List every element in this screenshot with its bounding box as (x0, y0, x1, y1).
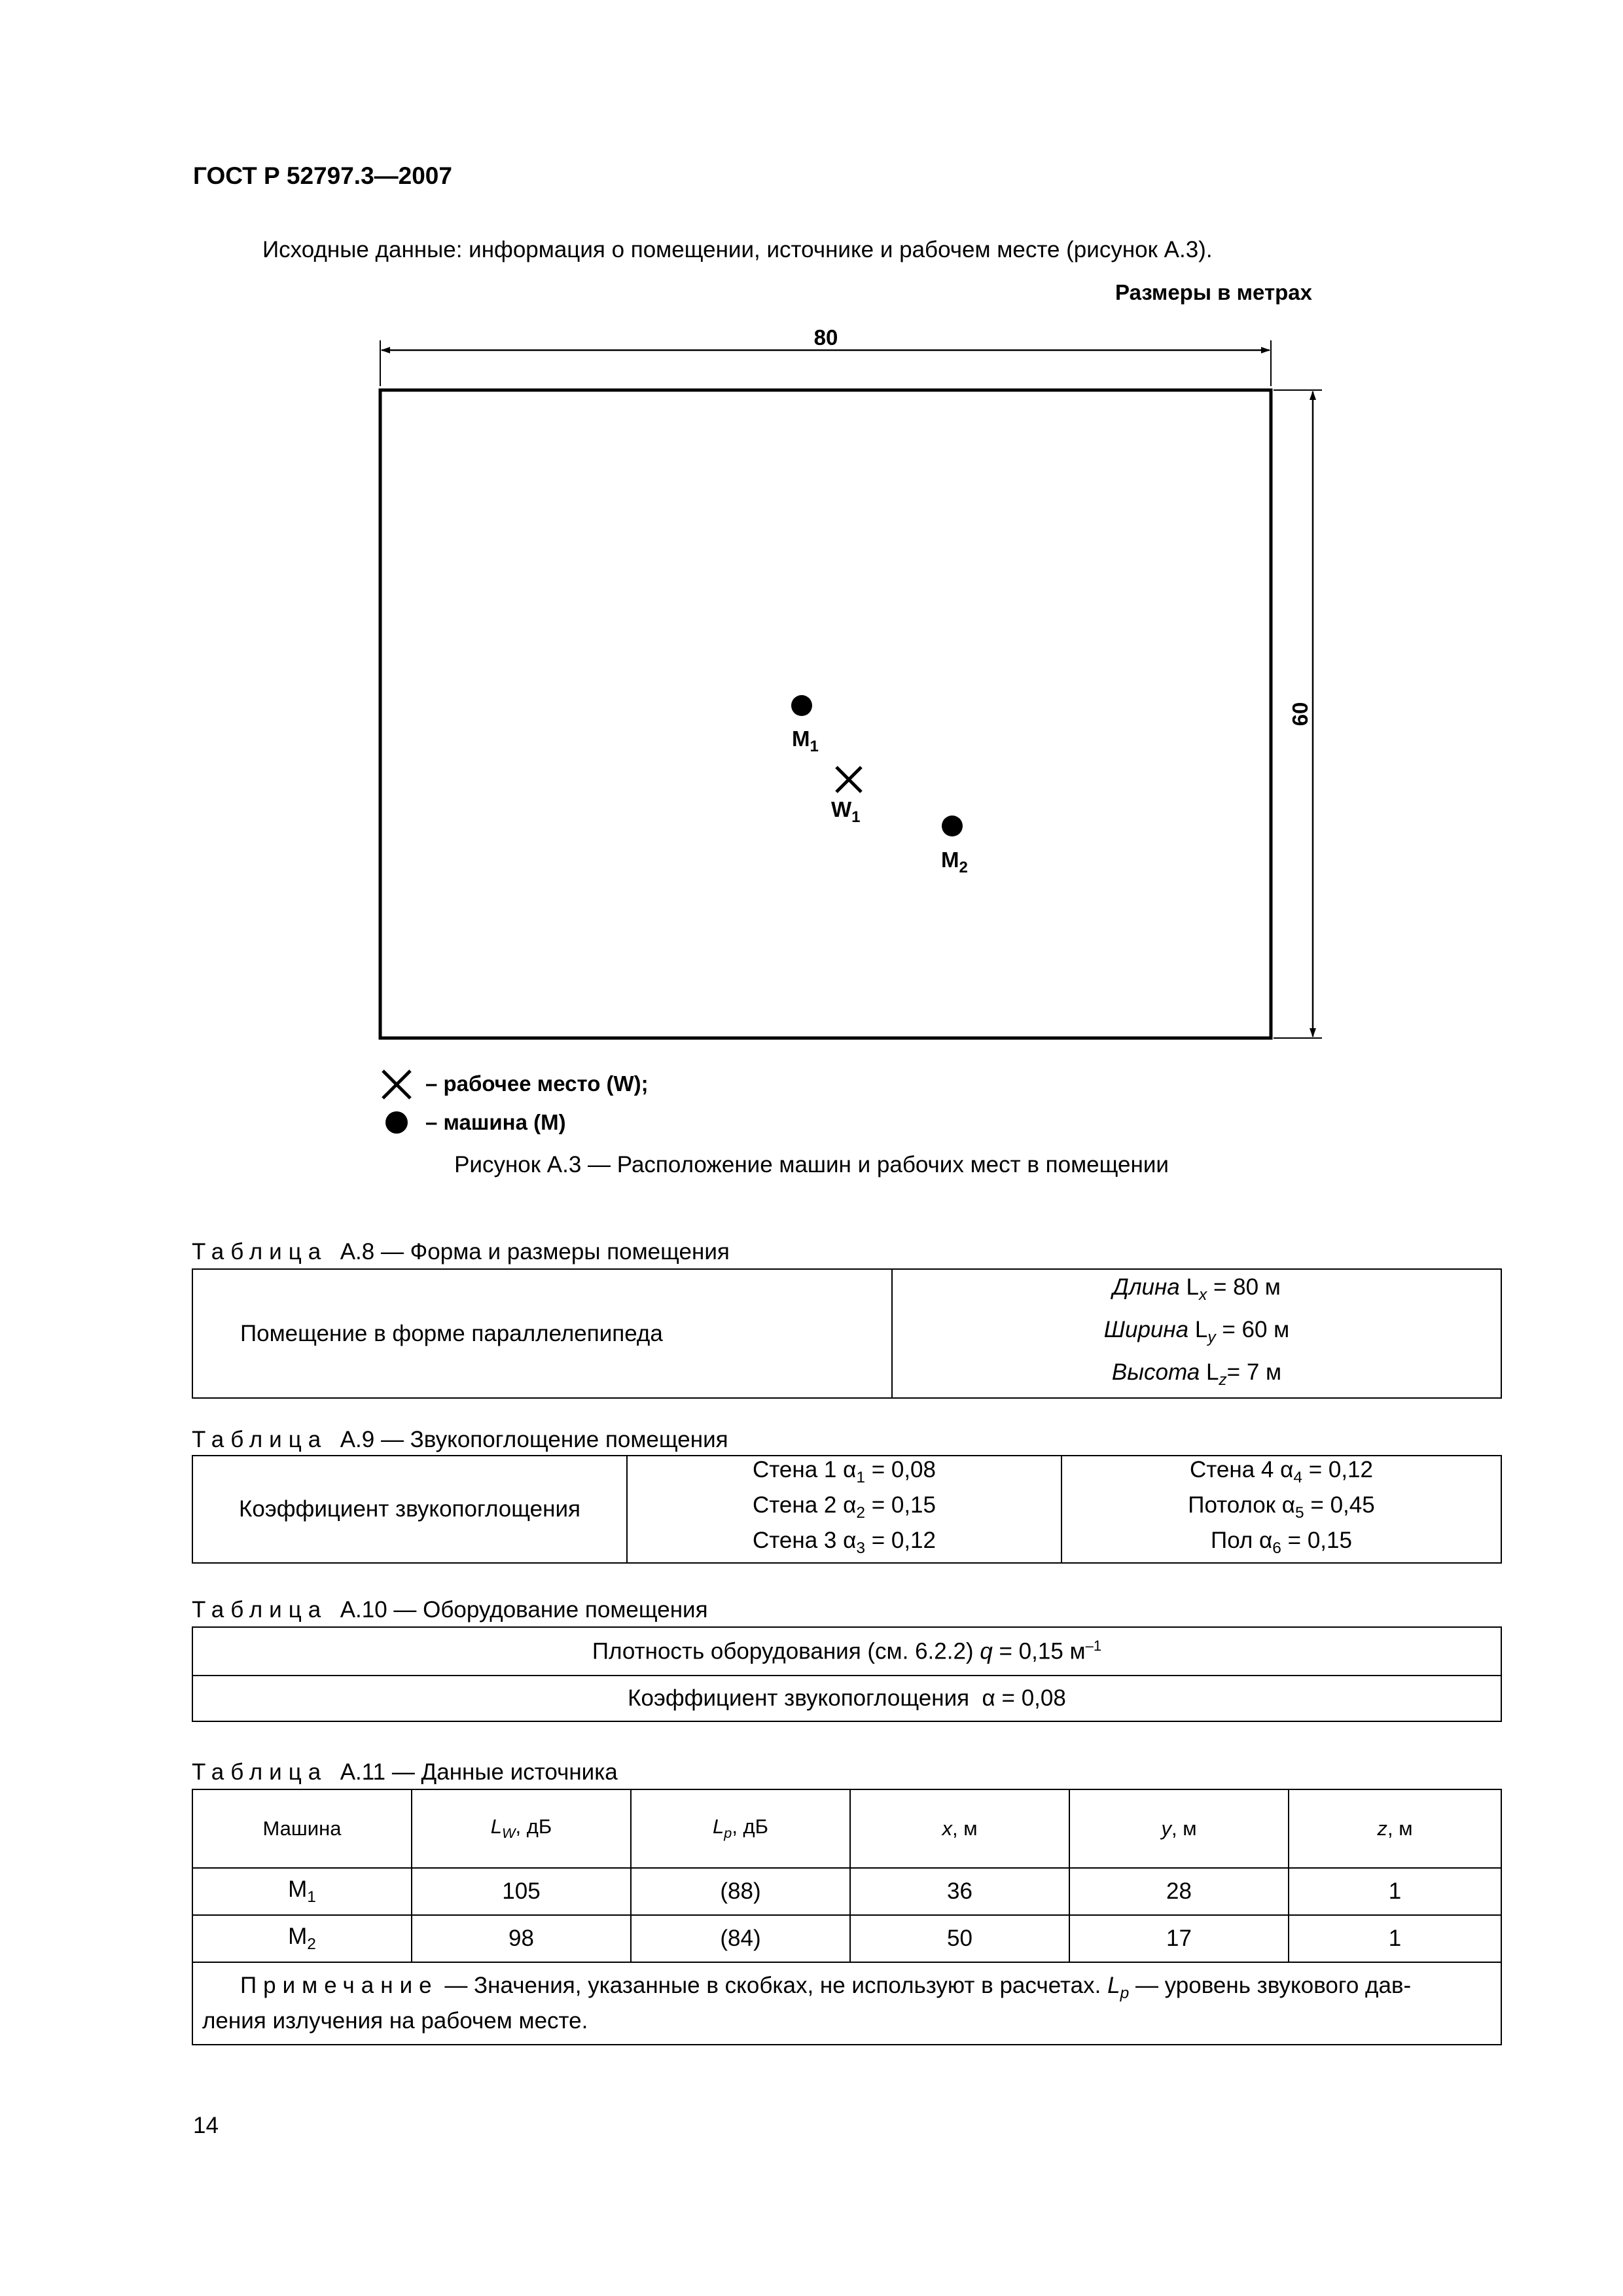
table-a9-col2 (627, 1456, 1061, 1563)
table-a11-title (192, 1759, 618, 1785)
machine-cell: $M_2$ (192, 1915, 412, 1962)
legend-workplace (425, 1071, 649, 1096)
table-a9-title-text: А.9 — Звукопоглощение помещения (340, 1427, 728, 1452)
legend-machine (425, 1110, 566, 1135)
ceiling-row: Потолок $\alpha_5 = 0,45$ (1188, 1492, 1375, 1522)
length-row: Длина $L_x = 80$ м (1113, 1274, 1281, 1304)
table-a10-title-text: А.10 — Оборудование помещения (340, 1597, 708, 1623)
page-number: 14 (193, 2113, 219, 2138)
lp-cell: (84) (631, 1915, 850, 1962)
table-a11-prefix: Таблица (192, 1759, 328, 1785)
legend-cross-icon (383, 1071, 410, 1098)
col-header-lw: $L_W$, дБ (412, 1789, 631, 1868)
lw-cell: 105 (412, 1868, 631, 1915)
table-a11-note: Примечание — Значения, указанные в скобках, не используют в расчетах. $L_p$ — уровень звукового дав- ления излучения на рабочем месте. (192, 1962, 1501, 2045)
legend-filled-circle-icon (385, 1111, 408, 1134)
width-row: Ширина $L_y = 60$ м (1103, 1317, 1290, 1346)
table-a8-left-cell: Помещение в форме параллелепипеда (192, 1269, 892, 1398)
table-a8-right-cell (892, 1269, 1501, 1398)
table-a11 (192, 1789, 1502, 2045)
table-a10 (192, 1626, 1502, 1722)
z-cell: 1 (1289, 1915, 1501, 1962)
col-header-y: y, м (1069, 1789, 1289, 1868)
table-row (192, 1915, 1501, 1962)
table-a11-title-text: А.11 — Данные источника (340, 1759, 618, 1785)
table-a9-prefix: Таблица (192, 1427, 328, 1452)
legend-machine-text: – машина (М) (425, 1110, 566, 1134)
workplace-w1-label: $W_1$ (831, 797, 861, 826)
machine-m1-label: $M_1$ (792, 726, 819, 755)
figure-units-note: Размеры в метрах (1115, 280, 1312, 304)
z-cell: 1 (1289, 1868, 1501, 1915)
table-a8-title-text: А.8 — Форма и размеры помещения (340, 1239, 730, 1265)
y-cell: 17 (1069, 1915, 1289, 1962)
equipment-density-cell: Плотность оборудования (см. 6.2.2) q = 0,15 $м^{-1}$ (192, 1627, 1501, 1676)
wall4-row: Стена 4 $\alpha_4 = 0,12$ (1189, 1457, 1373, 1486)
machine-m2-marker (942, 816, 963, 836)
document-header: ГОСТ Р 52797.3—2007 (193, 162, 452, 189)
col-header-lp: $L_p$, дБ (631, 1789, 850, 1868)
table-a8 (192, 1268, 1502, 1399)
x-cell: 50 (850, 1915, 1069, 1962)
table-a9-col3 (1061, 1456, 1501, 1563)
lw-cell: 98 (412, 1915, 631, 1962)
room-outline (380, 390, 1271, 1038)
equipment-absorption-cell: Коэффициент звукопоглощения α = 0,08 (192, 1676, 1501, 1721)
width-dimension-label: 80 (813, 325, 838, 350)
wall1-row: Стена 1 $\alpha_1 = 0,08$ (752, 1457, 936, 1486)
table-a10-title (192, 1597, 708, 1623)
machine-m2-label: $M_2$ (941, 848, 968, 876)
wall3-row: Стена 3 $\alpha_3 = 0,12$ (752, 1528, 936, 1557)
col-header-z: z, м (1289, 1789, 1501, 1868)
machine-cell: $M_1$ (192, 1868, 412, 1915)
table-row (192, 1868, 1501, 1915)
table-a9-left-cell: Коэффициент звукопоглощения (192, 1456, 627, 1563)
col-header-x: x, м (850, 1789, 1069, 1868)
wall2-row: Стена 2 $\alpha_2 = 0,15$ (752, 1492, 936, 1522)
height-row: Высота $L_z= 7$ м (1111, 1359, 1282, 1389)
table-a8-prefix: Таблица (192, 1239, 328, 1265)
machine-m1-marker (791, 695, 812, 716)
intro-paragraph: Исходные данные: информация о помещении, источнике и рабочем месте (рисунок А.3). (262, 237, 1213, 262)
floor-row: Пол $\alpha_6 = 0,15$ (1211, 1528, 1352, 1557)
height-dimension-label: 60 (1288, 702, 1312, 726)
x-cell: 36 (850, 1868, 1069, 1915)
y-cell: 28 (1069, 1868, 1289, 1915)
workplace-w1-marker (836, 767, 861, 792)
lp-cell: (88) (631, 1868, 850, 1915)
table-a10-prefix: Таблица (192, 1597, 328, 1623)
figure-caption: Рисунок А.3 — Расположение машин и рабочих мест в помещении (454, 1152, 1169, 1177)
col-header-machine: Машина (192, 1789, 412, 1868)
table-a9-title (192, 1427, 728, 1453)
table-a8-title (192, 1239, 730, 1265)
table-a9 (192, 1455, 1502, 1564)
legend-workplace-text: – рабочее место (W); (425, 1071, 649, 1096)
